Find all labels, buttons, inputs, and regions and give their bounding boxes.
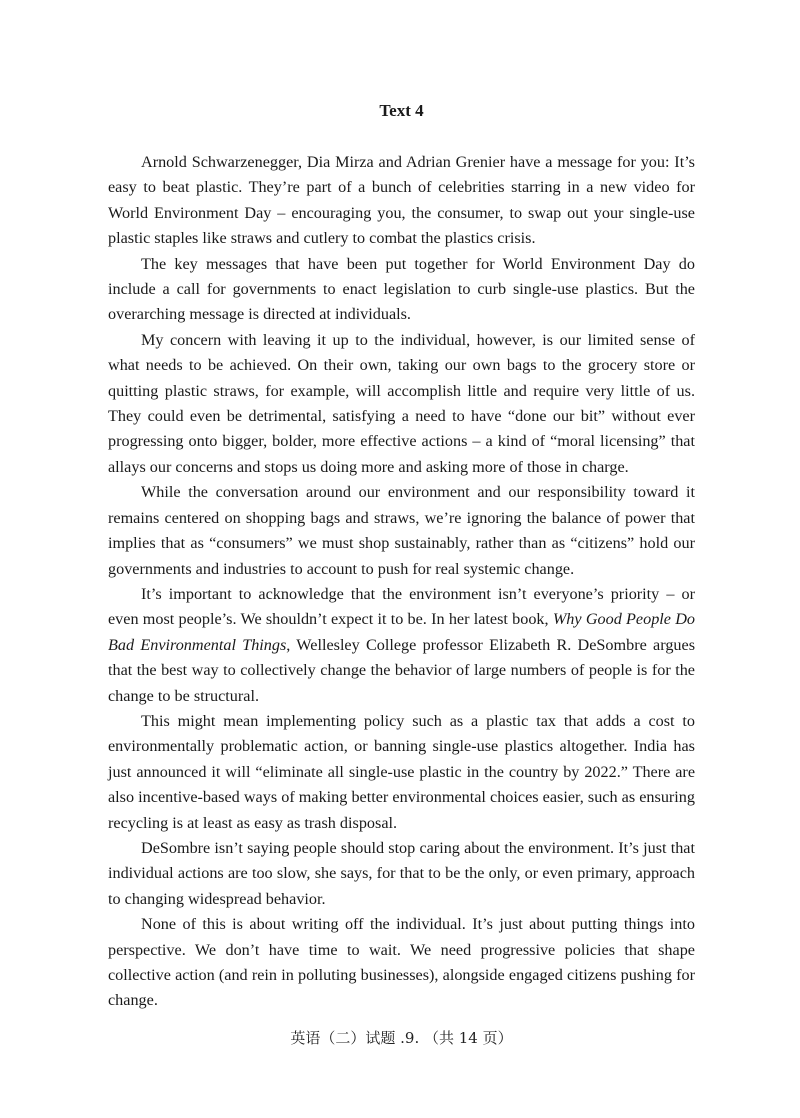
page-footer: 英语（二）试题 .9. （共 14 页） <box>290 1029 513 1047</box>
paragraph-1: Arnold Schwarzenegger, Dia Mirza and Adrian Grenier have a message for you: It’s easy to beat plastic. They’re part of a bunch of celebrities starring in a new video for World Environment Day – encouraging you, the consumer, to swap out your single-use plastic staples like straws and cutlery to combat the plastics crisis. <box>108 153 695 248</box>
paragraph-8: None of this is about writing off the individual. It’s just about putting things into perspective. We don’t have time to wait. We need progressive policies that shape collective action (and rein in polluting businesses), alongside engaged citizens pushing for change. <box>108 915 695 1010</box>
paragraph-5-after: , Wellesley College professor Elizabeth R. DeSombre argues that the best way to collectively change the behavior of large numbers of people is for the change to be structural. <box>108 635 695 705</box>
paragraph-5 <box>108 582 695 709</box>
article-body <box>108 150 695 1014</box>
paragraph-2: The key messages that have been put together for World Environment Day do include a call for governments to enact legislation to curb single-use plastics. But the overarching message is directed at individuals. <box>108 254 695 324</box>
paragraph-7: DeSombre isn’t saying people should stop caring about the environment. It’s just that individual actions are too slow, she says, for that to be the only, or even primary, approach to changing widespread behavior. <box>108 838 695 908</box>
section-title: Text 4 <box>379 101 424 120</box>
paragraph-6: This might mean implementing policy such as a plastic tax that adds a cost to environmentally problematic action, or banning single-use plastics altogether. India has just announced it will “eliminate all single-use plastic in the country by 2022.” There are also incentive-based ways of making better environmental choices easier, such as ensuring recycling is at least as easy as trash disposal. <box>108 711 695 832</box>
paragraph-5-before: It’s important to acknowledge that the environment isn’t everyone’s priority – or even most people’s. We shouldn’t expect it to be. In her latest book, <box>108 584 695 629</box>
paragraph-4: While the conversation around our environment and our responsibility toward it remains centered on shopping bags and straws, we’re ignoring the balance of power that implies that as “consumers” we must shop sustainably, rather than as “citizens” hold our governments and industries to account to push for real systemic change. <box>108 483 695 578</box>
book-title: Why Good People Do Bad Environmental Things <box>108 610 695 654</box>
paragraph-3: My concern with leaving it up to the individual, however, is our limited sense of what needs to be achieved. On their own, taking our own bags to the grocery store or quitting plastic straws, for example, will accomplish little and require very little of us. They could even be detrimental, satisfying a need to have “done our bit” without ever progressing onto bigger, bolder, more effective actions – a kind of “moral licensing” that allays our concerns and stops us doing more and asking more of those in charge. <box>108 330 695 476</box>
